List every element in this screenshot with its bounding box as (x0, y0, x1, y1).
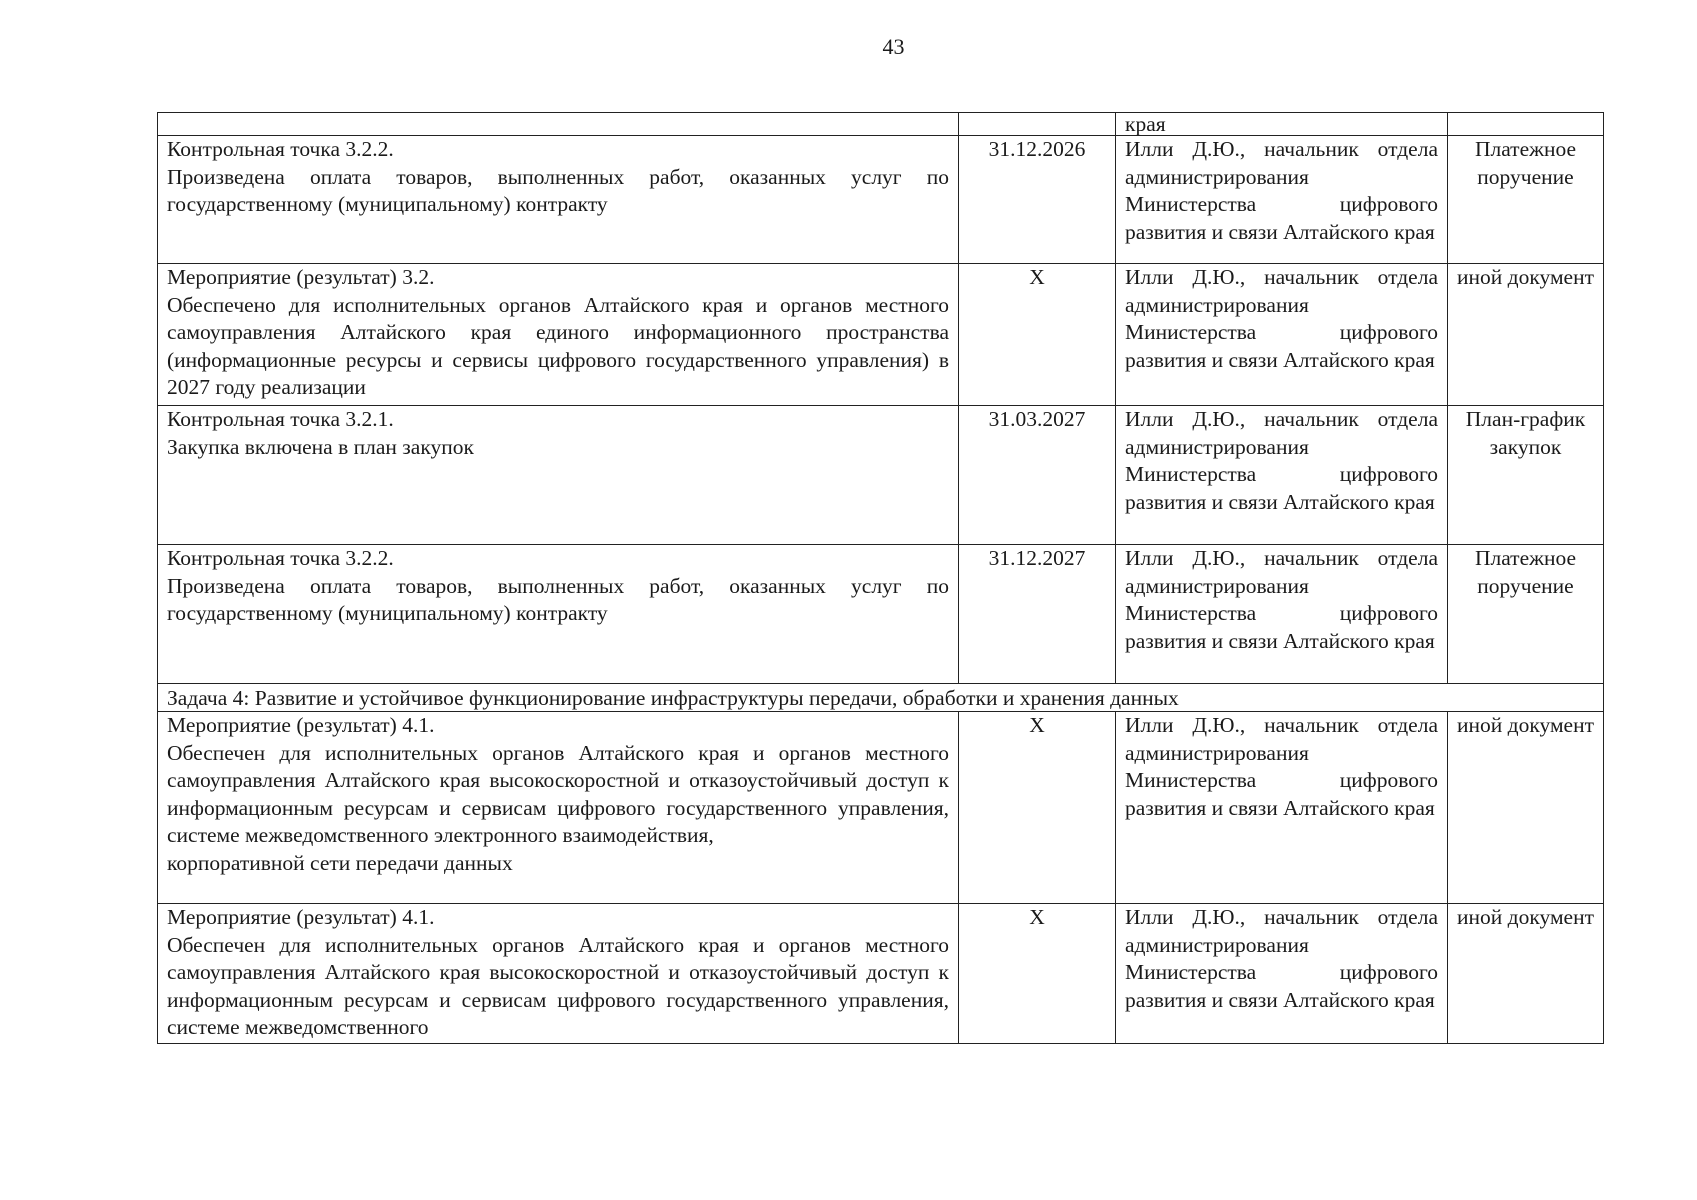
cell-document: Платежное поручение (1448, 136, 1604, 264)
table-row (158, 406, 1604, 545)
row-title: Мероприятие (результат) 3.2. (167, 265, 435, 289)
cell-date (959, 113, 1116, 136)
row-title: Контрольная точка 3.2.2. (167, 137, 394, 161)
cell-responsible: Илли Д.Ю., начальник отдела администрирования Министерства цифрового развития и связи Алтайского края (1116, 712, 1448, 904)
cell-date: 31.12.2027 (959, 545, 1116, 684)
cell-description (158, 712, 959, 904)
cell-date: 31.03.2027 (959, 406, 1116, 545)
cell-description (158, 904, 959, 1044)
row-description: Закупка включена в план закупок (167, 434, 474, 459)
table-row (158, 264, 1604, 406)
row-title: Контрольная точка 3.2.2. (167, 546, 394, 570)
row-description: Произведена оплата товаров, выполненных работ, оказанных услуг по государственному (муниципальному) контракту (167, 573, 949, 625)
task-heading: Задача 4: Развитие и устойчивое функционирование инфраструктуры передачи, обработки и хранения данных (158, 684, 1604, 712)
table-row (158, 545, 1604, 684)
table-row-continuation (158, 113, 1604, 136)
cell-responsible: Илли Д.Ю., начальник отдела администрирования Министерства цифрового развития и связи Алтайского края (1116, 136, 1448, 264)
row-title: Мероприятие (результат) 4.1. (167, 905, 435, 929)
cell-document: иной документ (1448, 264, 1604, 406)
table-row (158, 904, 1604, 1044)
row-title: Мероприятие (результат) 4.1. (167, 713, 435, 737)
cell-responsible: Илли Д.Ю., начальник отдела администрирования Министерства цифрового развития и связи Алтайского края (1116, 904, 1448, 1044)
cell-document: иной документ (1448, 904, 1604, 1044)
cell-date: X (959, 904, 1116, 1044)
cell-document: иной документ (1448, 712, 1604, 904)
row-description: Обеспечен для исполнительных органов Алтайского края и органов местного самоуправления Алтайского края высокоскоростной и отказоустойчивый доступ к информационным ресурсам и сервисам цифрового государственного управления, системе межведомственного (167, 932, 949, 1039)
row-description: Произведена оплата товаров, выполненных работ, оказанных услуг по государственному (муниципальному) контракту (167, 164, 949, 216)
row-description-extra: корпоративной сети передачи данных (167, 850, 513, 875)
cell-date: X (959, 264, 1116, 406)
cell-description (158, 136, 959, 264)
cell-description (158, 264, 959, 406)
cell-description (158, 545, 959, 684)
plan-table (157, 112, 1604, 1044)
cell-responsible: Илли Д.Ю., начальник отдела администрирования Министерства цифрового развития и связи Алтайского края (1116, 545, 1448, 684)
table-row (158, 712, 1604, 904)
cell-document: Платежное поручение (1448, 545, 1604, 684)
page-number: 43 (882, 34, 905, 59)
task-heading-row (158, 684, 1604, 712)
row-title: Контрольная точка 3.2.1. (167, 407, 394, 431)
cell-responsible: Илли Д.Ю., начальник отдела администрирования Министерства цифрового развития и связи Алтайского края (1116, 264, 1448, 406)
cell-description (158, 406, 959, 545)
cell-responsible: края (1116, 113, 1448, 136)
cell-date: X (959, 712, 1116, 904)
cell-document: План-график закупок (1448, 406, 1604, 545)
cell-description (158, 113, 959, 136)
table-row (158, 136, 1604, 264)
cell-document (1448, 113, 1604, 136)
cell-responsible: Илли Д.Ю., начальник отдела администрирования Министерства цифрового развития и связи Алтайского края (1116, 406, 1448, 545)
row-description: Обеспечено для исполнительных органов Алтайского края и органов местного самоуправления Алтайского края единого информационного пространства (информационные ресурсы и сервисы цифрового государственного управления) в 2027 году реализации (167, 292, 949, 399)
row-description: Обеспечен для исполнительных органов Алтайского края и органов местного самоуправления Алтайского края высокоскоростной и отказоустойчивый доступ к информационным ресурсам и сервисам цифрового государственного управления, системе межведомственного электронного взаимодействия, (167, 740, 949, 847)
cell-date: 31.12.2026 (959, 136, 1116, 264)
